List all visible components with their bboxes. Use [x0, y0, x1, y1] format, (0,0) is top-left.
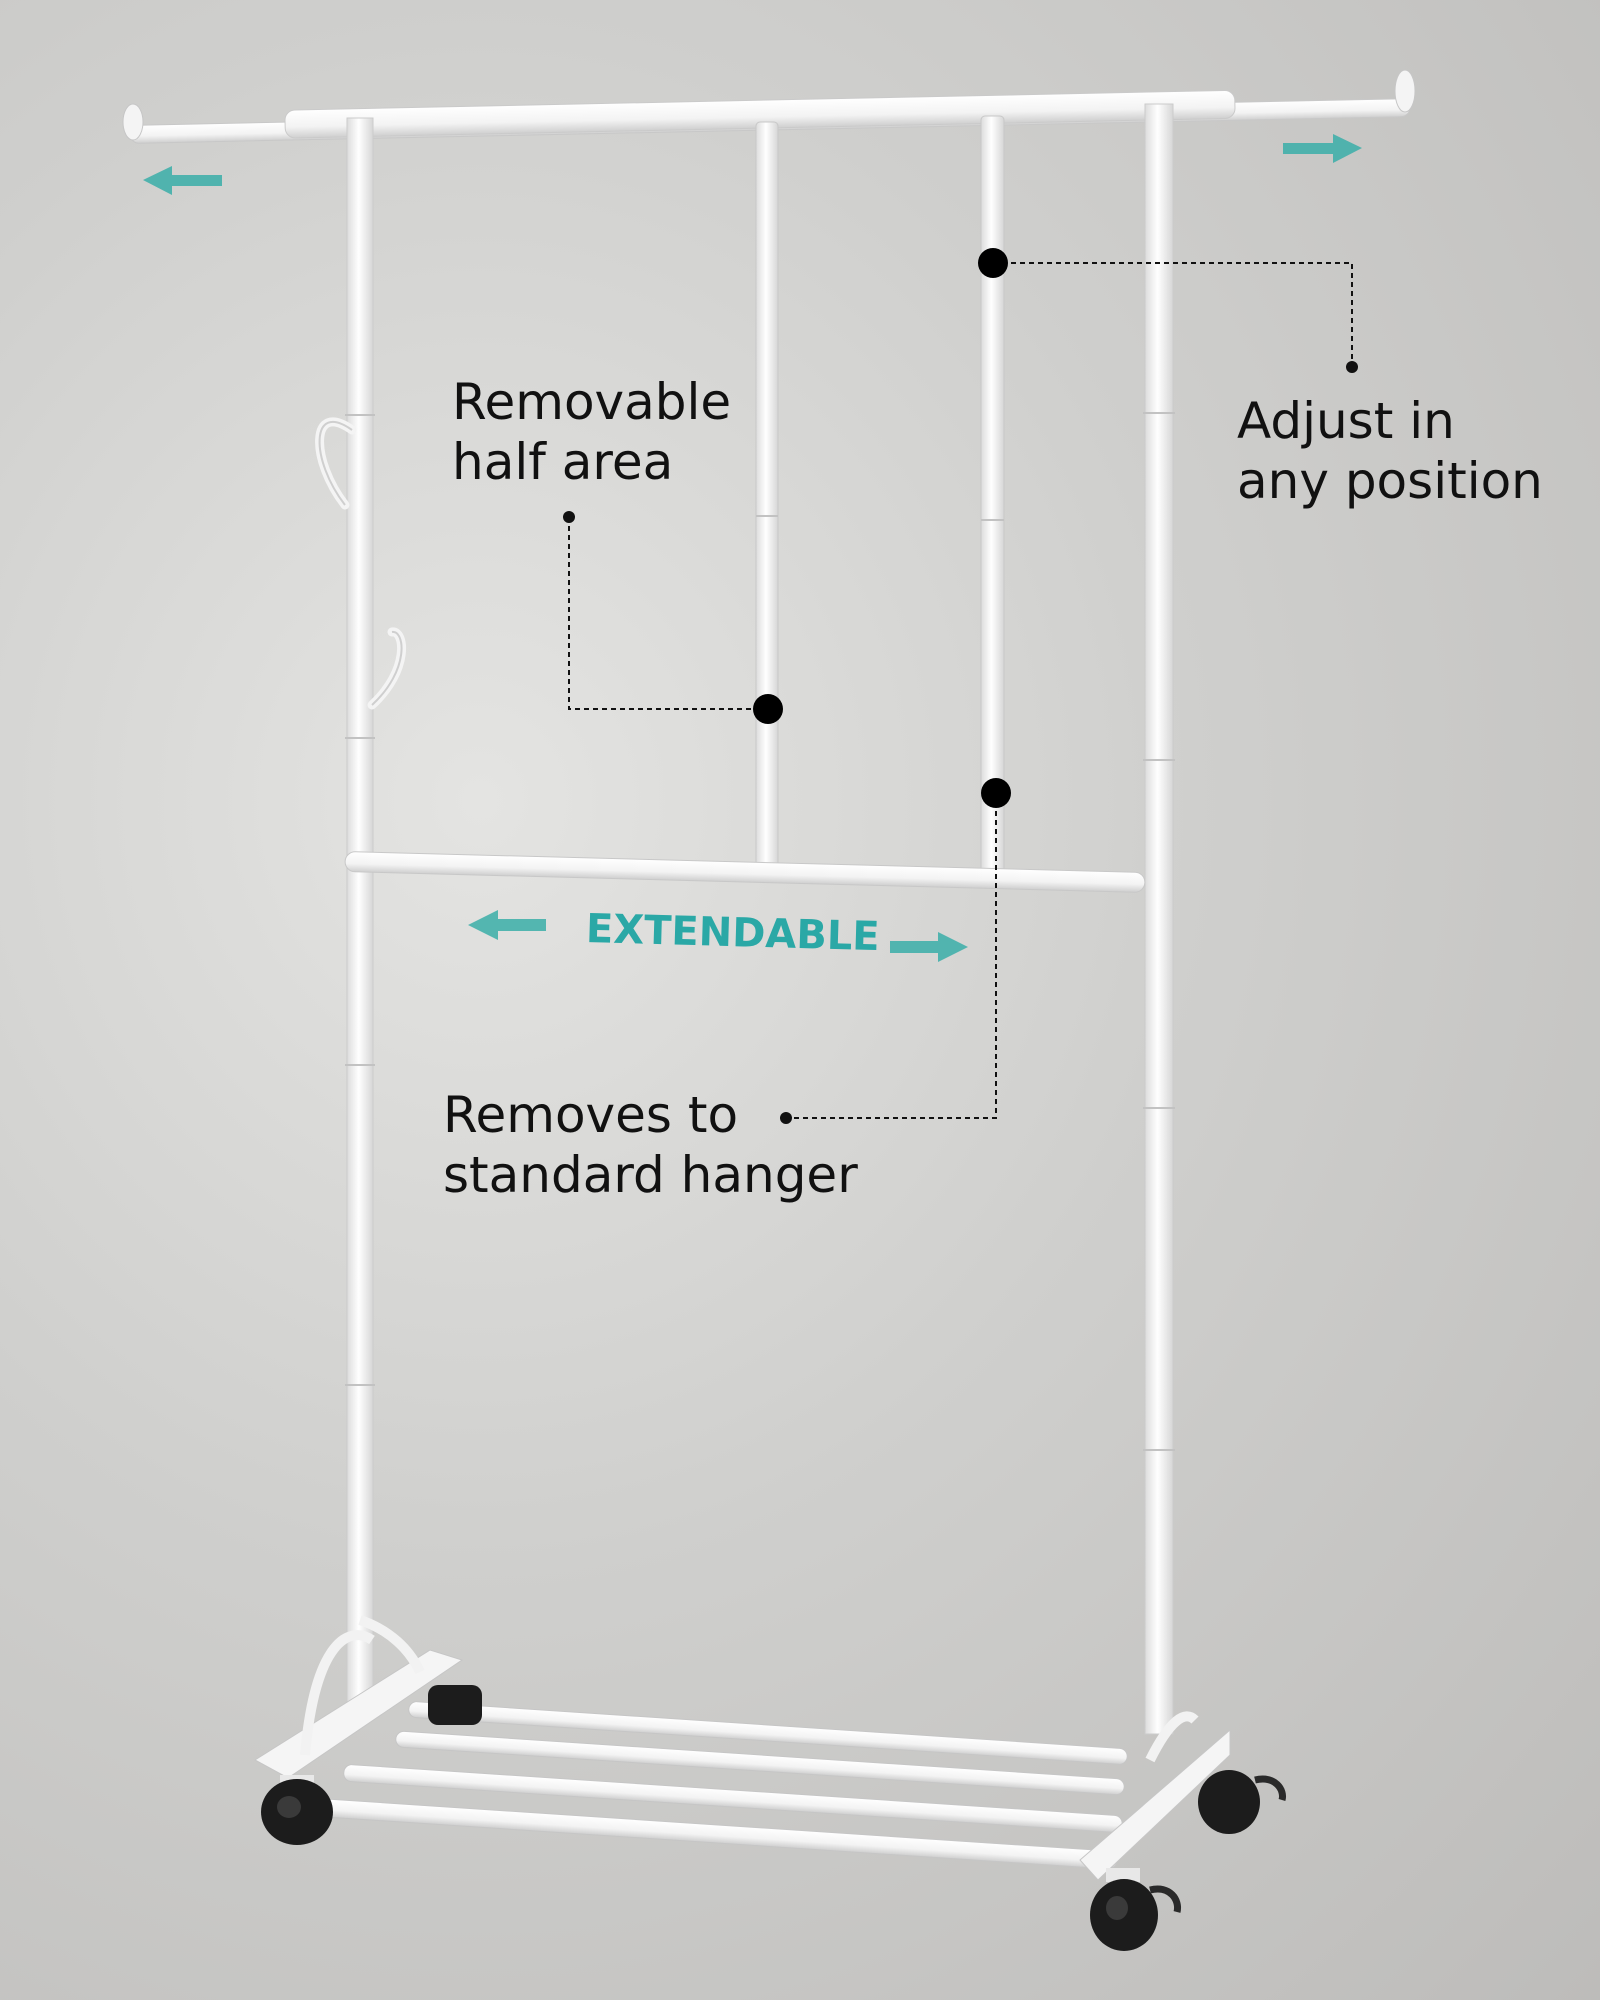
half-area-post-left — [756, 122, 778, 874]
callout-adjust-position — [1237, 391, 1543, 511]
caster-front-left — [261, 1775, 333, 1845]
shoe-shelf — [318, 1701, 1127, 1869]
callout-removes-to-hanger — [443, 1085, 858, 1205]
callout-text-line: Removes to — [443, 1086, 739, 1144]
callout-removable-half-area — [452, 372, 731, 492]
arrow-right-icon — [890, 932, 968, 962]
caster-front-right — [1090, 1868, 1178, 1951]
arrow-left-icon — [143, 166, 222, 195]
callout-text-line: half area — [452, 433, 674, 491]
caster-back-right — [1198, 1770, 1283, 1834]
caster-back-left — [428, 1685, 482, 1725]
left-upright — [345, 118, 375, 1718]
arrow-right-icon — [1283, 134, 1362, 163]
callout-text-line: standard hanger — [443, 1146, 858, 1204]
half-area-post-right — [981, 116, 1004, 881]
middle-extendable-rail — [345, 852, 1145, 893]
callout-text-line: any position — [1237, 452, 1543, 510]
callout-text-line: Adjust in — [1237, 392, 1455, 450]
extendable-label: EXTENDABLE — [585, 906, 881, 961]
arrow-left-icon — [468, 910, 546, 940]
callout-line-removable — [563, 511, 783, 724]
callout-text-line: Removable — [452, 373, 732, 431]
right-upright — [1143, 104, 1175, 1734]
